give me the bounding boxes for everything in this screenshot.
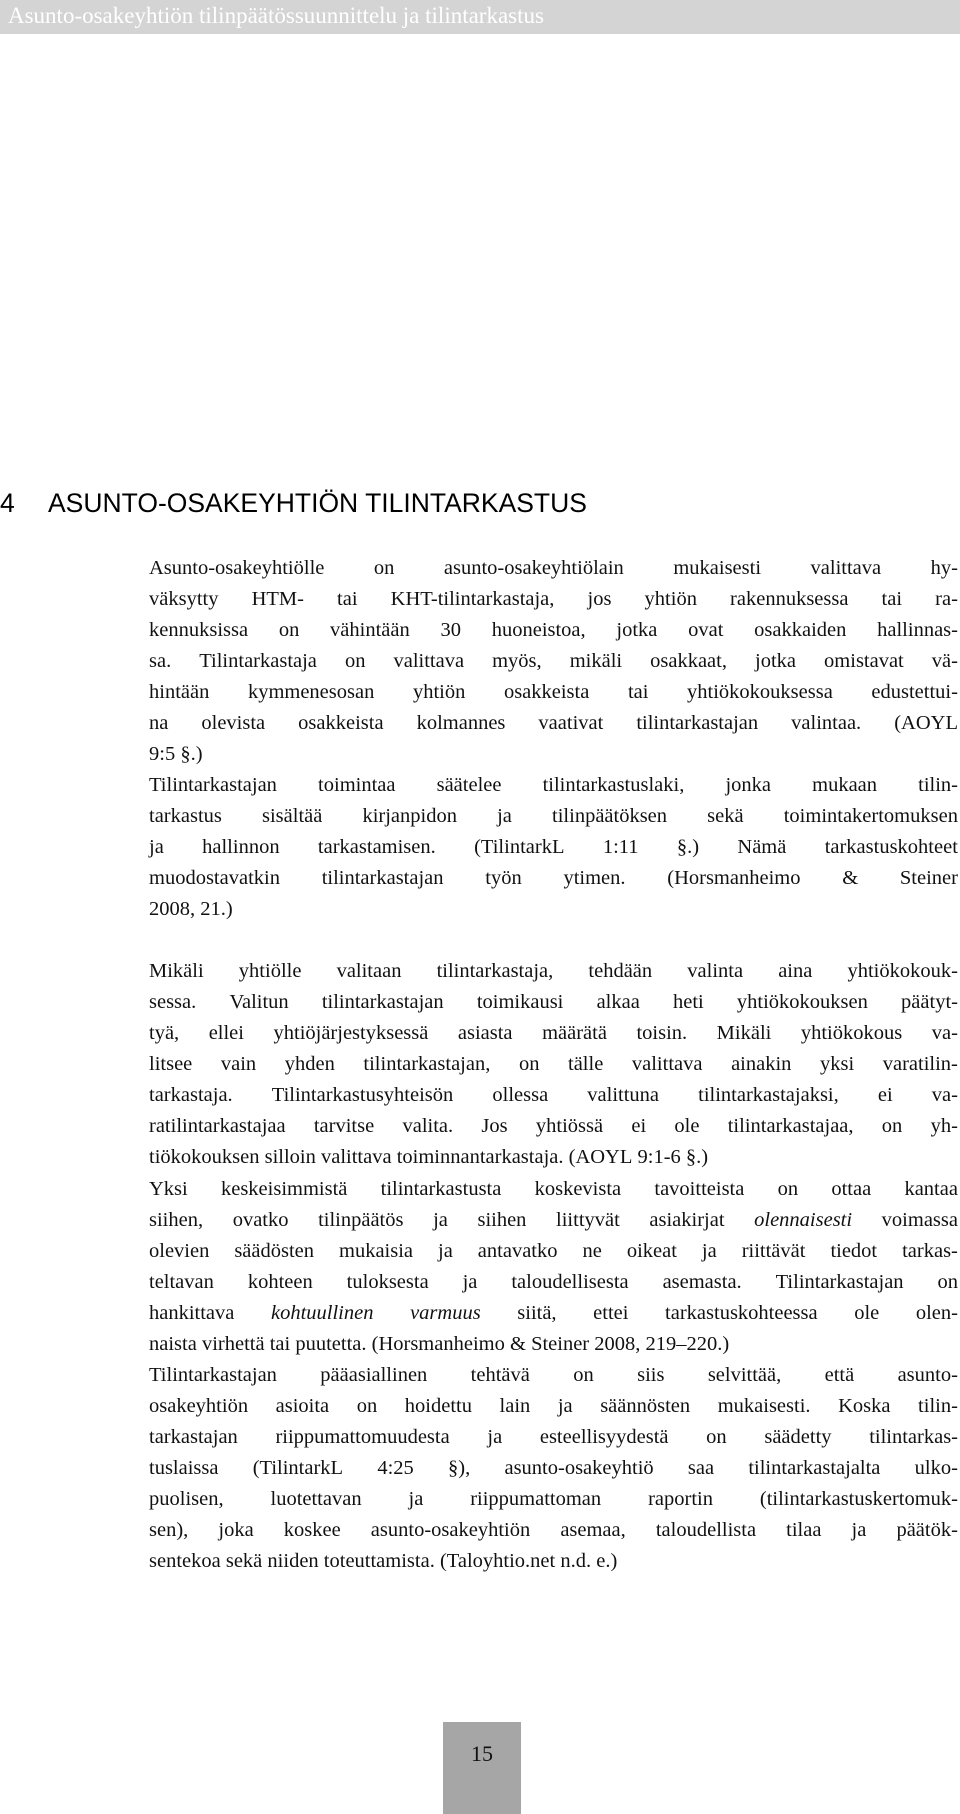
section-number: 4 — [0, 488, 15, 518]
text-line: litsee vain yhden tilintarkastajan, on tälle valittava ainakin yksi varatilin- — [149, 1053, 958, 1075]
text-line: muodostavatkin tilintarkastajan työn ytimen. (Horsmanheimo & Steiner — [149, 867, 958, 889]
paragraph-election — [149, 956, 958, 1173]
text-line: väksytty HTM- tai KHT-tilintarkastaja, jos yhtiön rakennuksessa tai ra- — [149, 588, 958, 610]
text-line: ratilintarkastajaa tarvitse valita. Jos yhtiössä ei ole tilintarkastajaa, on yh- — [149, 1115, 958, 1137]
paragraph-objectives — [149, 1174, 958, 1360]
text-line: tuslaissa (TilintarkL 4:25 §), asunto-osakeyhtiö saa tilintarkastajalta ulko- — [149, 1457, 958, 1479]
running-header-title: Asunto-osakeyhtiön tilinpäätössuunnittelu ja tilintarkastus — [8, 3, 544, 28]
text-line: sentekoa sekä niiden toteuttamista. (Taloyhtio.net n.d. e.) — [149, 1550, 618, 1572]
text-line: Asunto-osakeyhtiölle on asunto-osakeyhtiölain mukaisesti valittava hy- — [149, 557, 958, 579]
text-line: 9:5 §.) — [149, 743, 203, 765]
page-number: 15 — [471, 1741, 493, 1766]
text-line: sessa. Valitun tilintarkastajan toimikausi alkaa heti yhtiökokouksen päätyt- — [149, 991, 958, 1013]
text-line: naista virhettä tai puutetta. (Horsmanheimo & Steiner 2008, 219–220.) — [149, 1333, 730, 1355]
text-line: Yksi keskeisimmistä tilintarkastusta koskevista tavoitteista on ottaa kantaa — [149, 1178, 958, 1200]
text-line: 2008, 21.) — [149, 898, 233, 920]
paragraph-appointment-requirement — [149, 553, 958, 770]
text-line: teltavan kohteen tuloksesta ja taloudellisesta asemasta. Tilintarkastajan on — [149, 1271, 958, 1293]
text-line: siihen, ovatko tilinpäätös ja siihen liittyvät asiakirjat olennaisesti voimassa — [149, 1209, 958, 1231]
text-line: tiökokouksen silloin valittava toiminnantarkastaja. (AOYL 9:1-6 §.) — [149, 1146, 709, 1168]
text-line: hintään kymmenesosan yhtiön osakkeista tai yhtiökokouksessa edustettui- — [149, 681, 958, 703]
text-line: kennuksissa on vähintään 30 huoneistoa, jotka ovat osakkaiden hallinnas- — [149, 619, 958, 641]
text-line: Mikäli yhtiölle valitaan tilintarkastaja, tehdään valinta aina yhtiökokouk- — [149, 960, 958, 982]
text-line: tarkastus sisältää kirjanpidon ja tilinpäätöksen sekä toimintakertomuksen — [149, 805, 958, 827]
text-line: sen), joka koskee asunto-osakeyhtiön asemaa, taloudellista tilaa ja päätök- — [149, 1519, 958, 1541]
text-line: Tilintarkastajan toimintaa säätelee tilintarkastuslaki, jonka mukaan tilin- — [149, 774, 958, 796]
text-line: puolisen, luotettavan ja riippumattoman raportin (tilintarkastuskertomuk- — [149, 1488, 958, 1510]
text-line: ja hallinnon tarkastamisen. (TilintarkL 1:11 §.) Nämä tarkastuskohteet — [149, 836, 958, 858]
text-line: osakeyhtiön asioita on hoidettu lain ja säännösten mukaisesti. Koska tilin- — [149, 1395, 958, 1417]
text-line: Tilintarkastajan pääasiallinen tehtävä on siis selvittää, että asunto- — [149, 1364, 958, 1386]
text-line: tyä, ellei yhtiöjärjestyksessä asiasta määrätä toisin. Mikäli yhtiökokous va- — [149, 1022, 958, 1044]
section-title: ASUNTO-OSAKEYHTIÖN TILINTARKASTUS — [48, 488, 587, 518]
text-line: tarkastajan riippumattomuudesta ja esteellisyydestä on säädetty tilintarkas- — [149, 1426, 958, 1448]
text-line: olevien säädösten mukaisia ja antavatko ne oikeat ja riittävät tiedot tarkas- — [149, 1240, 958, 1262]
text-line: na olevista osakkeista kolmannes vaativat tilintarkastajan valintaa. (AOYL — [149, 712, 958, 734]
paragraph-main-task — [149, 1360, 958, 1577]
running-header — [0, 0, 960, 34]
text-line: hankittava kohtuullinen varmuus siitä, ettei tarkastuskohteessa ole olen- — [149, 1302, 958, 1324]
text-line: sa. Tilintarkastaja on valittava myös, mikäli osakkaat, jotka omistavat vä- — [149, 650, 958, 672]
page-number-box — [443, 1722, 521, 1814]
paragraph-audit-act — [149, 770, 958, 925]
text-line: tarkastaja. Tilintarkastusyhteisön ollessa valittuna tilintarkastajaksi, ei va- — [149, 1084, 958, 1106]
